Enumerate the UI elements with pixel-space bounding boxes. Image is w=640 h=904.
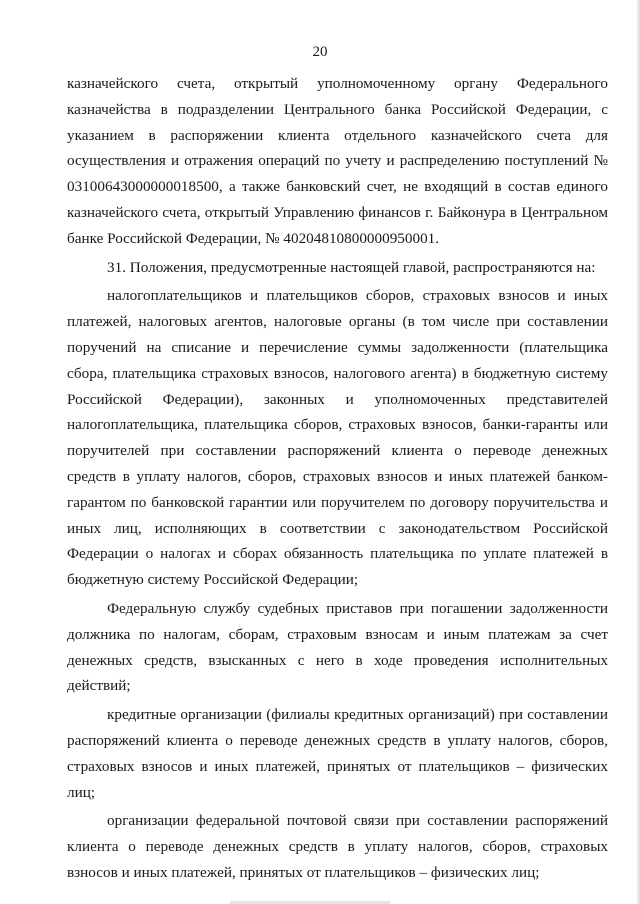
paragraph-treasury-accounts: казначейского счета, открытый уполномоченному органу Федерального казначейства в подразделении Центрального банка Российской Федерации, с указанием в распоряжении клиента отдельного казначейского счета для осуществления и отражения операций по учету и распределению поступлений № 03100643000000018500, а также банковский счет, не входящий в состав единого казначейского счета, открытый Управлению финансов г. Байконура в Центральном банке Российской Федерации, № 40204810800000950001. (67, 75, 608, 247)
scan-edge-shadow (636, 0, 640, 904)
paragraph-postal-organizations: организации федеральной почтовой связи при составлении распоряжений клиента о переводе денежных средств в уплату налогов, сборов, страховых взносов и иных платежей, принятых от плательщиков – физических лиц; (67, 812, 608, 881)
page-number: 20 (312, 44, 328, 60)
document-body (67, 71, 608, 886)
paragraph-bailiffs: Федеральную службу судебных приставов при погашении задолженности должника по налогам, сборам, страховым взносам и иным платежам за счет денежных средств, взысканных с него в ходе проведения исполнительных действий; (67, 599, 608, 695)
paragraph-credit-organizations: кредитные организации (филиалы кредитных организаций) при составлении распоряжений клиента о переводе денежных средств в уплату налогов, сборов, страховых взносов и иных платежей, принятых от плательщиков – физических лиц; (67, 706, 608, 801)
paragraph-taxpayers: налогоплательщиков и плательщиков сборов, страховых взносов и иных платежей, налоговых агентов, налоговые органы (в том числе при составлении поручений на списание и перечисление суммы задолженности (плательщика сбора, плательщика страховых взносов, налогового агента) в бюджетную систему Российской Федерации), законных и уполномоченных представителей налогоплательщика, плательщика сборов, страховых взносов, банки-гаранты или поручителей при составлении распоряжений клиента о переводе денежных средств в уплату налогов, сборов, страховых взносов и иных платежей банком-гарантом по банковской гарантии или поручителем по договору поручительства и иных лиц, исполняющих в соответствии с законодательством Российской Федерации о налогах и сборах обязанность плательщика по уплате платежей в бюджетную систему Российской Федерации; (67, 287, 608, 589)
paragraph-clause-31: 31. Положения, предусмотренные настоящей главой, распространяются на: (107, 258, 596, 276)
